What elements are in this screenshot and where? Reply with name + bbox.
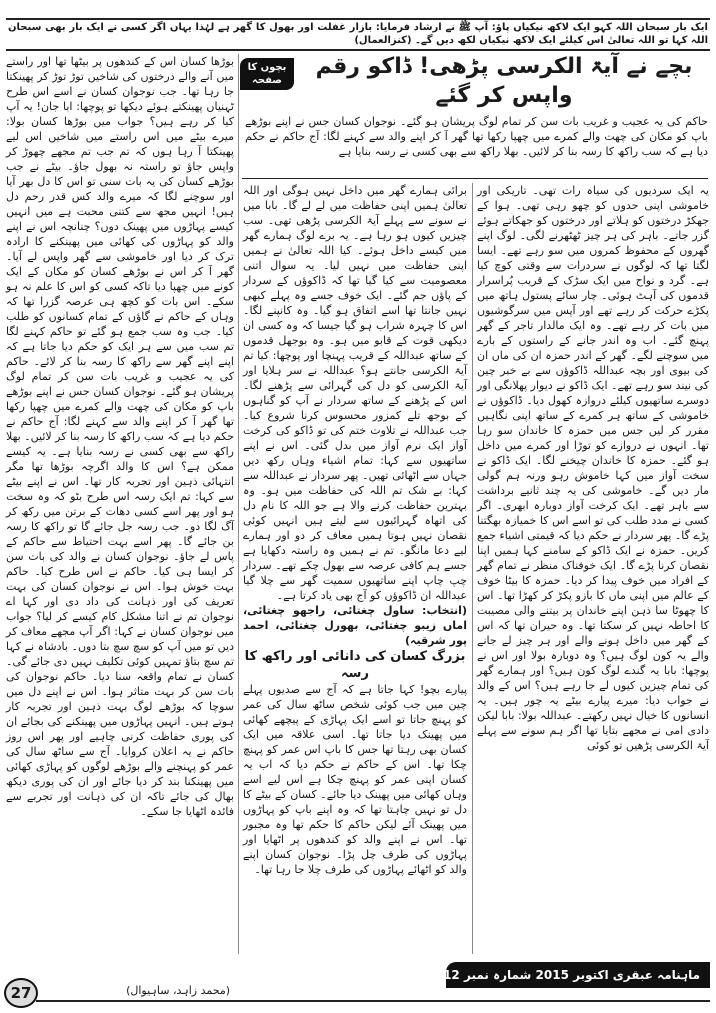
column-left — [6, 54, 234, 819]
column-divider-right — [472, 183, 473, 954]
paragraph: برائی ہمارے گھر میں داخل نہیں ہوگی اور اللہ تعالیٰ ہمیں اپنی حفاظت میں لے لے گا۔ بابا میں نے سونے سے پہلے آیۃ الکرسی پڑھی تھی۔ سب چیزیں کیوں ہو رہا ہے۔ یہ برے لوگ ہمارے گھر میں کیسے داخل ہوئے۔ کیا اللہ تعالیٰ نے ہمیں اپنی حفاظت میں نہیں لیا۔ یہ سوال اتنی معصومیت سے کیا گیا تھا کہ ڈاکوؤں کے سردار کے پاؤں جم گئے۔ ایک خوف جسے وہ پہلے کبھی نہیں جانتا تھا اسے اتفاق ہو گیا۔ وہ کانپنے لگا۔ اس کا چہرہ شراب ہو گیا جیسا کہ وہ کسی ان دیکھی قوت کے قابو میں ہو۔ وہ بوجھل قدموں کے ساتھ عبداللہ کے قریب پہنچا اور پوچھا: کیا تم آیۃ الکرسی جانتے ہو؟ عبداللہ نے سر ہلایا اور آیۃ الکرسی کو دل کی گہرائی سے پڑھنے لگا۔ اس کے پڑھنے کے ساتھ سردار نے آپ کو گناہوں کے بوجھ تلے کمزور محسوس کرنا شروع کیا۔ جب عبداللہ نے تلاوت ختم کی تو ڈاکو کی کرخت آواز ایک نرم آواز میں بدل گئی۔ اس نے اپنے ساتھیوں سے کہا: تمام اشیاء وہاں رکھ دیں جہاں سے اٹھائی تھیں۔ پھر سردار نے عبداللہ سے کہا: بے شک تم اللہ کی حفاظت میں ہو۔ وہ بہترین حفاظت کرنے والا ہے جو اللہ کا نام دل کی اتھاہ گہرائیوں سے لیتے ہیں انہیں کوئی نقصان نہیں ہوتا ہمیں معاف کر دو اور ہمارے لیے دعا مانگو۔ تم نے ہمیں وہ راستہ دکھایا ہے جسے ہم کافی عرصہ سے بھول چکے تھے۔ سردار چپ چاپ اپنے ساتھیوں سمیت گھر سے چلا گیا عبداللہ ان ڈاکوؤں کو آج بھی یاد کرتا ہے۔ — [243, 184, 467, 602]
story-subheading: بزرگ کسان کی دانائی اور راکھ کا رسہ — [244, 649, 466, 681]
author-credit: (محمد زاہد، ساہیوال) — [126, 984, 230, 997]
column-right — [477, 183, 709, 753]
column-middle — [243, 183, 467, 877]
article-title: بچے نے آیۃ الکرسی پڑھی! ڈاکو رقم واپس کر گئے — [315, 54, 693, 108]
section-badge: بچوں کا صفحہ — [240, 58, 294, 90]
paragraph: یہ ایک سردیوں کی سیاہ رات تھی۔ تاریکی اور خاموشی اپنی حدوں کو چھو رہی تھی۔ ہوا کے جھکڑ درختوں کو ہلاتے اور درختوں کو جھکاتے ہوئے گزر جاتے۔ باہر کی ہر چیز ٹھٹھرنے لگی۔ لوگ اپنے گھروں کے محفوظ کمروں میں سو رہے تھے۔ ایسا لگتا تھا کہ لوگوں نے سردرات سے وقتی کوچ کیا ہے۔ گرد و نواح میں ایک سڑک کے قریب پُراسرار قدموں کی آہٹ ہوئی۔ چار سائے پستول ہاتھ میں پکڑے حرکت کر رہے تھے اور آپس میں سرگوشیوں میں بات کر رہے تھے۔ وہ ایک مالدار تاجر کے گھر پہنچ گئے۔ اب وہ اندر جانے کے راستوں کے بارے میں سوچنے لگے۔ گھر کے اندر حمزہ ان کی ماں ان کی بیوی اور بچہ عبداللہ ڈاکوؤں سے بے خبر چین کی نیند سو رہے تھے۔ ایک ڈاکو نے دیوار پھلانگی اور دوسرے ساتھیوں کیلئے دروازہ کھول دیا۔ ڈاکوؤں نے خاموشی کے ساتھ ہر کمرے کے ساتھ اپنی نگاہیں مقرر کر لیں جس میں حمزہ کا خاندان سو رہا تھا۔ انہوں نے دروازے کو توڑا اور کمرے میں داخل ہو گئے۔ حمزہ کا خاندان چیخنے لگا۔ ایک ڈاکو نے سخت آواز میں کہا خاموش رہو ورنہ ہم گولی مار دیں گے۔ خاموشی کی یہ چند ثانیے برداشت سے باہر تھے۔ ایک کرخت آواز دوبارہ ابھری۔ اگر کسی نے مدد طلب کی تو اسے اس کا خمیازہ بھگتنا پڑے گا۔ پھر سردار نے حکم دیا کہ قیمتی اشیاء جمع کریں۔ حمزہ نے ایک ڈاکو کے سامنے کہا ہمیں اپنا نقصان کرنا پڑے گا۔ ایک خوفناک منظر نے تمام گھر کے افراد میں خوف پیدا کر دیا۔ حمزہ کا بیٹا خوف کے عالم میں اپنی ماں کا بازو پکڑ کر کھڑا تھا۔ اس کا چھوٹا سا ذہن اپنے خاندان پر بیتنے والی مصیبت کا احاطہ نہیں کر سکتا تھا۔ وہ حیران تھا کہ اس کے گھر میں داخل ہونے والے اور ہر چیز لے جانے والے یہ کون لوگ ہیں؟ وہ دوبارہ بولا اور اس نے پوچھا: بابا یہ گندے لوگ کون ہیں؟ اور ہمارے گھر کی تمام چیزیں کیوں لے جا رہے ہیں؟ اس کے والد نے جواب دیا: میرے پیارے بیٹے یہ چور ہیں۔ یہ انسانوں کا خیال نہیں رکھتے۔ عبداللہ بولا: بابا لیکن دادی امی نے مجھے بتایا تھا اگر ہم سونے سے پہلے آیۃ الکرسی پڑھیں تو کوئی — [476, 184, 709, 752]
paragraph: پیارے بچو! کہا جاتا ہے کہ آج سے صدیوں پہلے چین میں جب کوئی شخص ساٹھ سال کی عمر کو پہنچ جاتا تو اسے ایک پہاڑی کے پیچھے کھائی میں پھینک دیا جاتا تھا۔ اسی علاقہ میں ایک کسان بھی رہتا تھا جس کا باپ اس عمر کو پہنچ چکا تھا۔ اس کے حاکم نے حکم دیا کہ اب یہ کسان اپنی عمر کو پہنچ چکا ہے اس لیے اسے وہاں کھائی میں پھینک دیا جائے۔ کسان کے بیٹے کا دل تو نہیں چاہتا تھا کہ وہ اپنے باپ کو پہاڑوں میں پھینک آئے لیکن حاکم کا حکم تھا وہ مجبور تھا۔ اس نے اپنے والد کو کندھوں پر اٹھایا اور پہاڑوں کی طرف چل پڑا۔ نوجوان کسان اپنے والد کو اٹھائے پہاڑوں کی طرف چلا جا رہا تھا۔ — [243, 683, 467, 876]
bottom-rule — [36, 1000, 710, 1002]
article-intro: حاکم کی یہ عجیب و غریب بات سن کر تمام لوگ پریشان ہو گئے۔ نوجوان کسان جس نے اپنے بوڑھے باپ کو مکان کی چھت والے کمرے میں چھپا رکھا تھا گھر آ کر اپنے والد سے کہنے لگا: آج حاکم نے حکم دیا ہے کہ سب راکھ کا رسہ بنا کر لائیں۔ بھلا راکھ سے بھی کسی نے رسہ بنایا ہے — [245, 115, 708, 158]
top-rule — [6, 18, 710, 20]
footer-magazine-issue: ماہنامہ عبقری اکتوبر 2015 شمارہ نمبر 112 — [446, 962, 710, 988]
page-number: 27 — [4, 978, 38, 1008]
intro-rule — [242, 178, 708, 179]
header-quote: ایک بار سبحان اللہ کہو ایک لاکھ نیکیاں پاؤ: آپ ﷺ نے ارشاد فرمایا: بازار غفلت اور بھول کا گھر ہے لہٰذا یہاں اگر کسی نے ایک بار بھی سبحان اللہ کہا تو اللہ تعالیٰ اس کیلئے ایک لاکھ نیکیاں لکھ دیں گے۔ (کنزالعمال) — [8, 22, 708, 46]
story-credit: (انتخاب: ساول چغتائی، راجھو چغتائی، اماں زیبو چغتائی، بھورل چغتائی، احمد پور شرقیہ) — [243, 604, 467, 647]
column-divider-left — [238, 54, 239, 954]
paragraph: بوڑھا کسان اس کے کندھوں پر بیٹھا تھا اور راستے میں آنے والے درختوں کی شاخیں توڑ توڑ کر پھینکتا جا رہا تھا۔ جب نوجوان کسان نے اسے اس طرح ٹہنیاں پھینکتے ہوئے دیکھا تو پوچھا: ابا جان! یہ آپ کیا کر رہے ہیں؟ جواب میں بوڑھا کسان بولا: میرے بیٹے میں اس راستے میں شاخیں اس لیے پھینکتا آ رہا ہوں کہ تم جب تم مجھے چھوڑ کر واپس جاؤ تو راستہ نہ بھول جاؤ۔ بیٹے نے جب بوڑھے کسان کی یہ بات سنی تو اس کا دل بھر آیا اور سوچنے لگا کہ میرے والد کس قدر رحم دل ہیں! انہیں مجھ سے کتنی محبت ہے میں انہیں کیسے پہاڑوں میں پھینک دوں؟ چنانچہ اس نے اپنے والد کو پہاڑوں کی کھائی میں پھینکنے کا ارادہ ترک کر دیا اور خاموشی سے گھر واپس لے آیا۔ گھر آ کر اس نے بوڑھے کسان کو مکان کے ایک کونے میں چھپا دیا تاکہ کسی کو اس کا علم نہ ہو سکے۔ اس بات کو کچھ ہی عرصہ گزرا تھا کہ وہاں کے حاکم نے گاؤں کے تمام کسانوں کو طلب کیا۔ جب وہ سب جمع ہو گئے تو حاکم کہنے لگا تم سب میں سے ہر ایک کو حکم دیا جاتا ہے کہ اپنے اپنے گھر سے راکھ کا رسہ بنا کر لائے۔ حاکم کی یہ عجیب و غریب بات سن کر تمام لوگ پریشان ہو گئے۔ نوجوان کسان جس نے اپنے بوڑھے باپ کو مکان کی چھت والے کمرے میں چھپا رکھا تھا گھر آ کر اپنے والد سے کہنے لگا: آج حاکم نے حکم دیا ہے کہ سب راکھ کا رسہ بنا کر لائیں۔ بھلا راکھ سے بھی کسی نے رسہ بنایا ہے۔ یہ کیسے ممکن ہے؟ اس کا والد اگرچہ بوڑھا تھا مگر انتہائی ذہین اور تجربہ کار تھا۔ اس نے اپنے بیٹے سے کہا: تم ایک رسہ اس طرح بٹو کہ وہ سخت ہو اور پھر اسے کسی دھات کے برتن میں رکھ کر آگ لگا دو۔ جب رسہ جل جائے گا تو راکھ کا رسہ بن جائے گا۔ پھر اسے بہت احتیاط سے حاکم کے پاس لے جاؤ۔ نوجوان کسان نے والد کی بات سن کر ایسا ہی کیا۔ حاکم نے اس طرح کیا۔ حاکم بہت خوش ہوا۔ اس نے نوجوان کسان کی بہت تعریف کی اور ذہانت کی داد دی اور کہا اے نوجوان تم نے اتنا مشکل کام کیسے کر لیا؟ جواب میں نوجوان کسان نے کہا: اگر آپ مجھے معاف کر دیں تو میں آپ کو سچ سچ بتا دوں۔ بادشاہ نے کہا تم سچ بتاؤ تمہیں کوئی تکلیف نہیں دی جائے گی۔ کسان نے تمام واقعہ سنا دیا۔ حاکم نوجوان کی بات سن کر بہت متاثر ہوا۔ اس نے اپنے دل میں سوچا کہ بوڑھے لوگ بہت ذہین اور تجربہ کار ہوتے ہیں۔ انہیں پہاڑوں میں پھینکنے کی بجائے ان کی پوری حفاظت کرنی چاہیے اور پھر اس روز حاکم نے یہ اعلان کروایا۔ آج سے ساٹھ سال کی عمر کو پہنچنے والے بوڑھے لوگوں کو پہاڑی کھائی میں پھینکنا بند کر دیا جائے اور ان کی پوری دیکھ بھال کی جائے تاکہ ان کی ذہانت اور تجربے سے فائدہ اٹھایا جا سکے۔ — [6, 55, 234, 818]
header-bottom-rule — [6, 49, 710, 51]
